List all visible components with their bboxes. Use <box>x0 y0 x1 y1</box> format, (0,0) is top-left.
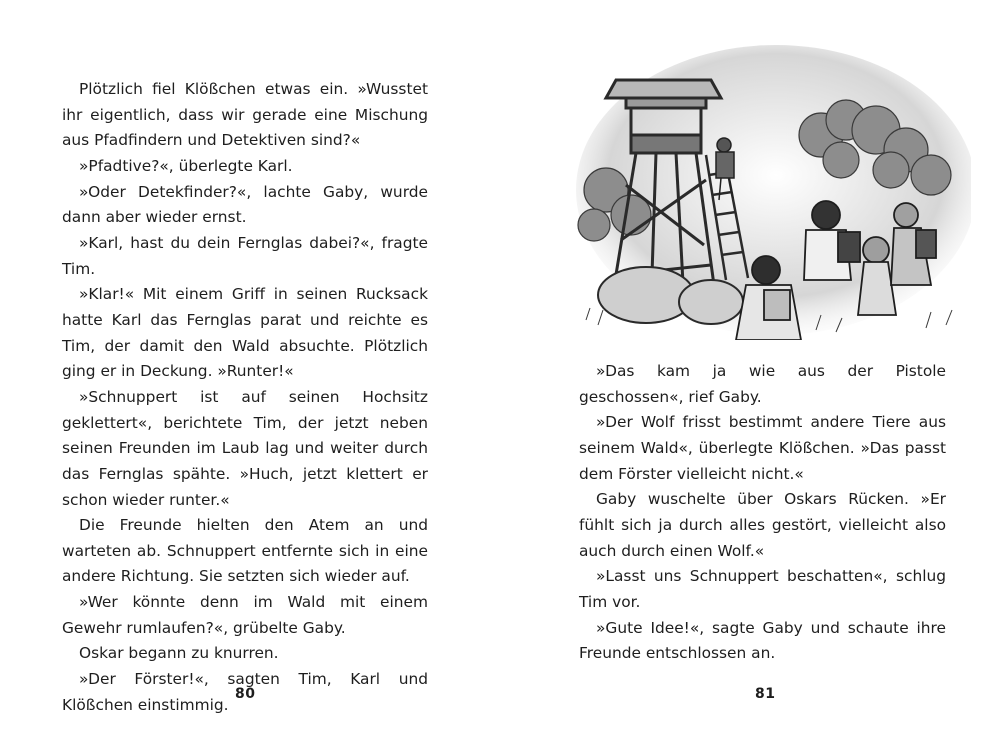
paragraph: »Klar!« Mit einem Griff in seinen Rucksack hatte Karl das Fernglas parat und reichte es Tim, der damit den Wald absuchte. Plötzlich ging er in Deckung. »Runter!« <box>62 285 428 381</box>
right-page <box>504 0 1008 745</box>
forest-illustration <box>576 40 971 340</box>
page-number: 80 <box>235 686 256 702</box>
paragraph: »Der Förster!«, sagten Tim, Karl und Klößchen einstimmig. <box>62 670 428 714</box>
paragraph: Plötzlich fiel Klößchen etwas ein. »Wusstet ihr eigentlich, dass wir gerade eine Mischung aus Pfadfindern und Detektiven sind?« <box>62 80 428 150</box>
right-page-text <box>579 359 946 667</box>
paragraph: »Das kam ja wie aus der Pistole geschossen«, rief Gaby. <box>579 362 946 406</box>
paragraph: »Pfadtive?«, überlegte Karl. <box>79 156 293 175</box>
paragraph: »Wer könnte denn im Wald mit einem Gewehr rumlaufen?«, grübelte Gaby. <box>62 593 428 637</box>
paragraph: »Lasst uns Schnuppert beschatten«, schlug Tim vor. <box>579 567 946 611</box>
page-number: 81 <box>755 686 776 702</box>
paragraph: Oskar begann zu knurren. <box>79 644 279 663</box>
paragraph: Die Freunde hielten den Atem an und warteten ab. Schnuppert entfernte sich in eine andere Richtung. Sie setzten sich wieder auf. <box>62 516 428 586</box>
left-page-text <box>62 77 428 718</box>
paragraph: »Schnuppert ist auf seinen Hochsitz geklettert«, berichtete Tim, der jetzt neben seinen Freunden im Laub lag und weiter durch das Fernglas spähte. »Huch, jetzt klettert er schon wieder runter.« <box>62 387 428 509</box>
paragraph: Gaby wuschelte über Oskars Rücken. »Er fühlt sich ja durch alles gestört, vielleicht also auch durch einen Wolf.« <box>579 490 946 560</box>
paragraph: »Karl, hast du dein Fernglas dabei?«, fragte Tim. <box>62 233 428 278</box>
paragraph: »Oder Detekfinder?«, lachte Gaby, wurde dann aber wieder ernst. <box>62 182 428 227</box>
paragraph: »Der Wolf frisst bestimmt andere Tiere aus seinem Wald«, überlegte Klößchen. »Das passt dem Förster vielleicht nicht.« <box>579 413 946 483</box>
paragraph: »Gute Idee!«, sagte Gaby und schaute ihre Freunde entschlossen an. <box>579 618 946 663</box>
